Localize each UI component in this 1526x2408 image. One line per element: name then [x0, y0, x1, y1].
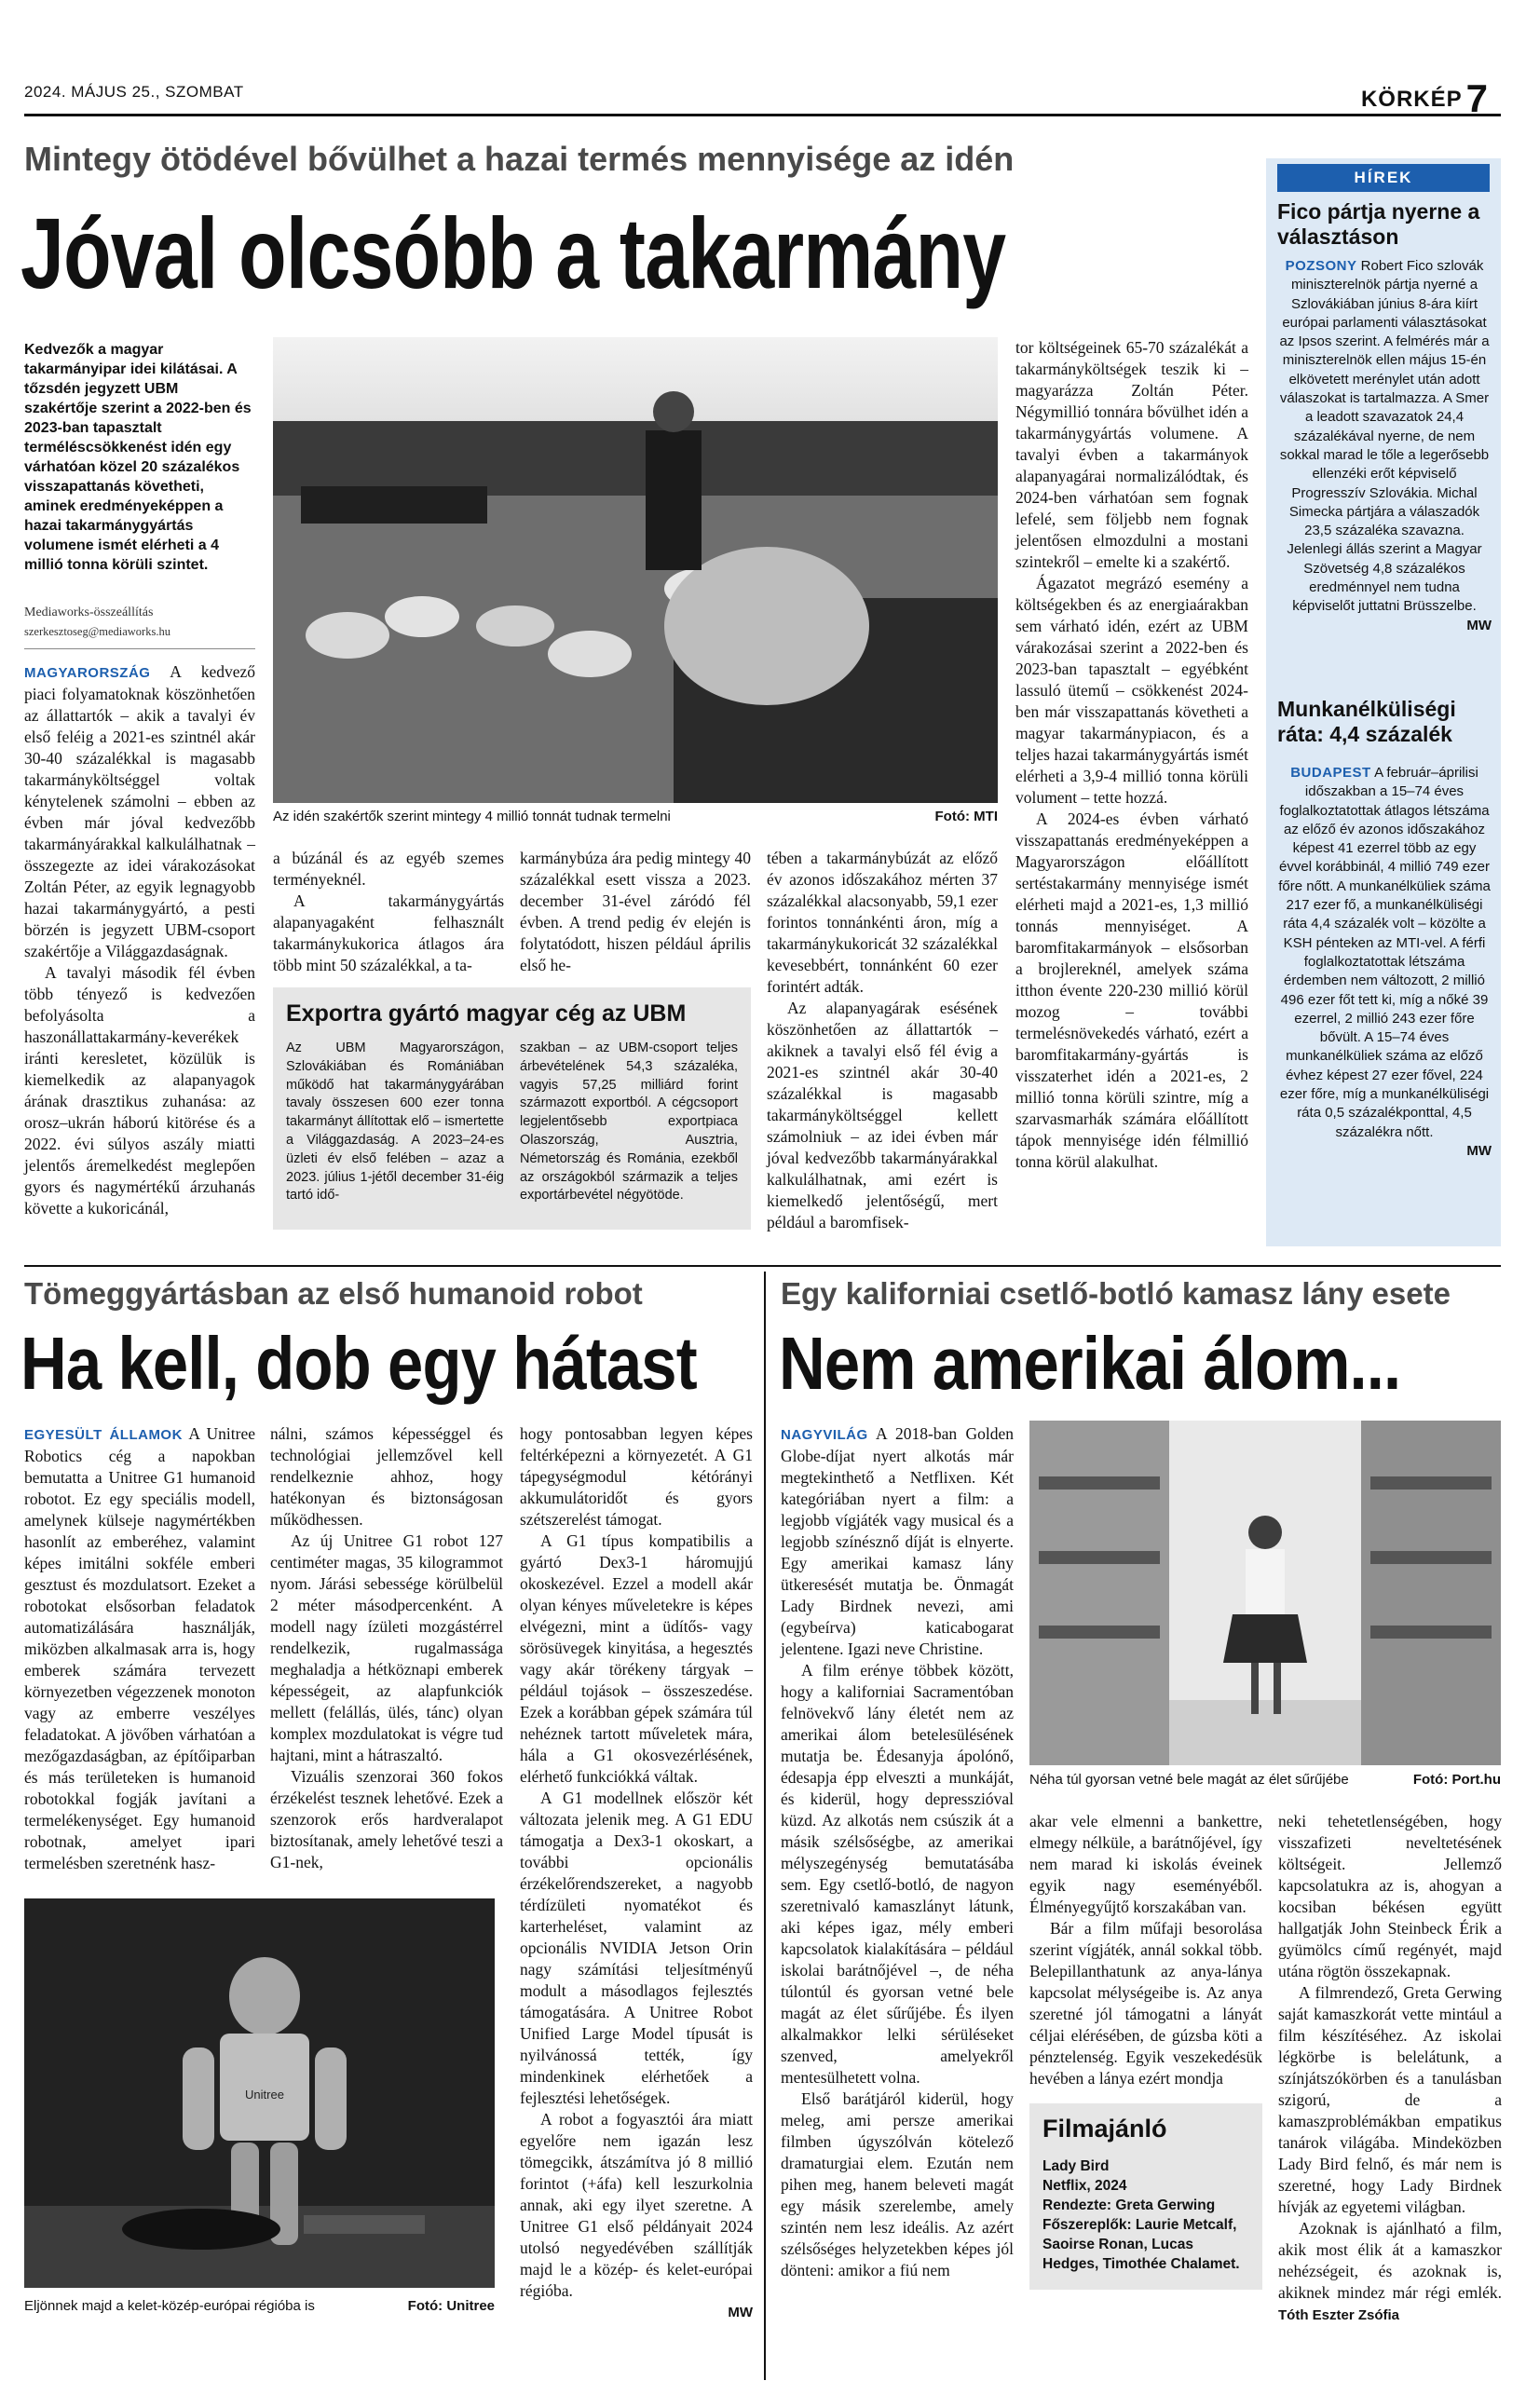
article2-col2 — [270, 1423, 503, 1873]
paragraph: hogy pontosabban legyen képes feltérképezni a környezetét. A G1 tápegységmodul kétórányi akkumulátoridőt és gyors szétszerelést támogat. — [520, 1424, 753, 1529]
article1-col2 — [273, 848, 504, 976]
robot-photo-illustration — [24, 1898, 495, 2288]
article1-photo-caption — [273, 809, 998, 824]
farm-photo-illustration — [273, 337, 998, 803]
article1-col1 — [24, 661, 255, 1219]
article3-sign: Tóth Eszter Zsófia — [1278, 2307, 1400, 2323]
article1-col5 — [1015, 337, 1248, 1173]
news-header: HÍREK — [1277, 164, 1490, 192]
page-number: 7 — [1465, 76, 1489, 120]
masthead-rule — [24, 80, 1501, 116]
news-item1-body — [1277, 257, 1492, 635]
photo-credit: Fotó: Unitree — [407, 2298, 495, 2314]
article1-kicker: Mintegy ötödével bővülhet a hazai termés mennyisége az idén — [24, 140, 1015, 178]
paragraph: nálni, számos képességgel és technológiai jellemzővel kell rendelkeznie ahhoz, hogy hatékonyan és biztonságosan működhessen. — [270, 1424, 503, 1529]
paragraph: A tavalyi második fél évben több tényező is kedvezően befolyásolta a haszonállattakarmány-keverékek iránti keresletet, közülük is kiemelkedik az alapanyagok árának drasztikus zuhanása: az orosz–ukrán háború kitörése és a 2022. évi súlyos aszály miatti jelentős áremelkedést meglepően gyors és nagymértékű árzuhanás követte a kukoricánál, — [24, 963, 255, 1218]
box-col1: Az UBM Magyarországon, Szlovákiában és Romániában működő hat takarmánygyárában tavaly összesen 600 ezer tonna takarmányt állítottak elő – ismertette a Világgazdaság. A 2023–24-es üzleti év első felében – azaz a 2023. július 1-jétől december 31-éig tartó idő- — [286, 1041, 504, 1204]
paragraph: A G1 típus kompatibilis a gyártó Dex3-1 háromujjú okoskezével. Ezzel a modell akár olyan kényes műveletekre is képes elvégezni, mint a üdítős- vagy sörösüvegek kinyitása, a hegesztés vagy akár törékeny tárgyak – például tojások – összeszedése. Ezek a korábban gépek számára túl nehéznek tartott műveletek mára, hála a G1 okosvezérlésének, elérhető funkciókká váltak. — [520, 1531, 753, 1786]
box-col2: szakban – az UBM-csoport teljes árbevételének 54,3 százaléka, vagyis 57,25 milliárd forint származott exportból. A cégcsoport legjelentősebb exportpiaca Olaszország, Ausztria, Németország és Románia, ezekből az országokból származik a teljes exportárbevétel négyötöde. — [520, 1041, 738, 1204]
article3-col3 — [1278, 1811, 1502, 2326]
paragraph: A takarmánygyártás alapanyagaként felhasznált takarmánykukorica átlagos ára több mint 50 százalékkal, a ta- — [273, 891, 504, 974]
dateline-place: NAGYVILÁG — [781, 1427, 868, 1443]
paragraph: neki tehetetlenségében, hogy visszafizeti neveltetésének költségeit. Jellemző kapcsolatukra az is, ahogyan a kocsiban békésen együtt hallgatják John Steinbeck Érik a gyümölcs című regényét, majd utána rögtön összekapnak. — [1278, 1812, 1502, 1980]
article2-sign: MW — [728, 2305, 753, 2320]
news-item2-text: A február–áprilisi időszakban a 15–74 éves foglalkoztatottak átlagos létszáma az előző év azonos időszakához képest 41 ezerrel több az egy évvel korábbinál, 4 millió 749 ezer főre nőtt. A munkanélküliek száma 217 ezer fő, a munkanélküliségi ráta 4,4 százalék volt – közölte a KSH pénteken az MTI-vel. A férfi foglalkoztatottak létszáma érdemben nem változott, 2 millió 496 ezer főt tett ki, míg a nőké 39 ezerrel, 2 millió 243 ezer főre bővült. A 15–74 éves munkanélküliek száma az előző évhez képest 27 ezer fővel, 224 ezer főre, míg a munkanélküliségi ráta 0,5 százalékponttal, 4,5 százalékra nőtt. — [1278, 765, 1491, 1140]
article2-photo-caption — [24, 2298, 495, 2314]
dateline-place: EGYESÜLT ÁLLAMOK — [24, 1427, 183, 1443]
article1-lead: Kedvezők a magyar takarmányipar idei kilátásai. A tőzsdén jegyzett UBM szakértője szerint a 2022-ben és 2023-ban tapasztalt terméléscsökkenést idén egy várhatóan közel 20 százalékos visszapattanás követheti, aminek eredményeképpen a hazai takarmánygyártás volumene ismét elérheti a 4 millió tonna körüli szintet. — [24, 342, 252, 573]
news-item2-place: BUDAPEST — [1290, 765, 1371, 781]
article3-photo — [1029, 1421, 1501, 1765]
film-box-title: Filmajánló — [1042, 2115, 1167, 2143]
paragraph: Bár a film műfaji besorolása szerint vígjáték, annál sokkal több. Belepillanthatunk az anya-lánya kapcsolat mélységeibe is. Az anya szeretné jól támogatni a lányát céljai elérésében, de gúzsba köti a pénztelenség. Egyik veszekedésük hevében a lánya ezért mondja — [1029, 1919, 1262, 2088]
box-title: Exportra gyártó magyar cég az UBM — [286, 1000, 687, 1027]
store-photo-illustration — [1029, 1421, 1501, 1765]
article1-photo — [273, 337, 998, 803]
news-item1-title: Fico pártja nyerne a választáson — [1277, 199, 1480, 249]
paragraph: A robot a fogyasztói ára miatt egyelőre nem igazán lesz tömegcikk, átszámítva jó 8 millió forintot (+áfa) kell leszurkolnia annak, aki egy ilyet szeretne. A Unitree G1 első példányait 2024 utolsó negyedévében szállítják majd le a közép- és kelet-európai régióba. — [520, 2110, 753, 2300]
paragraph: A Unitree Robotics cég a napokban bemutatta a Unitree G1 humanoid robotot. Ez egy speciális modell, amelynek külseje nagymértékben hasonlít az emberéhez, valamint képes imitálni sokféle emberi gesztust és mozdulatsort. Ezeket a robotokat elsősorban feladatok automatizálására használják, miközben alkalmasak arra is, hogy emberek számára tervezett környezetben végezzenek monoton vagy az emberre veszélyes feladatokat. A jövőben várhatóan a mezőgazdaságban, az építőiparban és más területeken is humanoid robotokkal fogják javítani a termelékenységet. Egy humanoid robotnak, amelyet ipari termelésben szeretnénk hasz- — [24, 1424, 255, 1872]
paragraph: Azoknak is ajánlható a film, akik most élik át a kamaszkor nehézségeit, és azoknak is, akiknek mindez már régi emlék. — [1278, 2219, 1502, 2302]
article2-col1 — [24, 1423, 255, 1874]
article1-byline — [24, 604, 255, 641]
paragraph: akar vele elmenni a bankettre, elmegy nélküle, a barátnőjével, így nem marad ki iskolás éveinek egyik nagy eseményéből. Élményegyűjtő korszakában van. — [1029, 1812, 1262, 1916]
paragraph: Vizuális szenzorai 360 fokos érzékelést tesznek lehetővé. Ezek a szenzorok erős hardveralapot biztosítanak, amely lehetővé teszi a G1-nek, — [270, 1767, 503, 1871]
news-item2-title: Munkanélküliségi ráta: 4,4 százalék — [1277, 697, 1456, 746]
section-divider — [24, 1265, 1501, 1267]
section-name: KÖRKÉP — [1360, 87, 1463, 112]
news-item2-sign: MW — [1466, 1142, 1492, 1159]
article1-col4 — [767, 848, 998, 1233]
article2-kicker: Tömeggyártásban az első humanoid robot — [24, 1276, 643, 1311]
film-director: Rendezte: Greta Gerwing — [1042, 2197, 1216, 2213]
caption-text: Néha túl gyorsan vetné bele magát az élet sűrűjébe — [1029, 1772, 1349, 1788]
film-recommendation-box — [1029, 2103, 1262, 2290]
paragraph: A kedvező piaci folyamatoknak köszönhetően az állattartók – akik a tavalyi év első feléig a 2021-es szintnél akár 30-40 százalékkal is magasabb takarmányköltséggel voltak kénytelenek számolni – ebben az évben már jóval kedvezőbb takarmányárakkal kalkulálhatnak – összegezte az idei várakozásokat Zoltán Péter, az egyik legnagyobb hazai takarmánygyártó, a pesti börzén is jegyzett UBM-csoport szakértője a Világgazdaságnak. — [24, 662, 255, 960]
news-item1-text: Robert Fico szlovák miniszterelnök pártja nyerné a Szlovákiában június 8-ára kiírt európai parlamenti választásokat az Ipsos szerint. A felmérés már a miniszterelnök ellen május 15-én elkövetett merénylet után adott válaszokat is tartalmazza. A Smer a leadott szavazatok 24,4 százalékával nyerne, de nem sokkal marad le tőle a legerősebb ellenzéki erőt képviselő Progresszív Szlovákia. Michal Simecka pártjára a válaszadók 23,5 százaléka szavazna. Jelenlegi állás szerint a Magyar Szövetség 4,8 százalékos eredménnyel nem tudna képviselőt juttatni Brüsszelbe. — [1279, 258, 1490, 615]
paragraph: A 2024-es évben várható visszapattanás eredményeképpen a Magyarországon előállított sertéstakarmány mennyisége ismét elérheti majd a 2021-es, 1,3 millió tonnás mennyiséget. A baromfitakarmányok – elsősorban a brojlereknél, amelyek száma itthon évente 220-230 millió körül mozog – további termelésnövekedés várható, ezért a baromfitakarmány-gyártás is visszaterhet idén a 2021-es, 2 millió tonna körüli szintre, míg a szarvasmarhák számára előállított tápok mennyisége idén félmillió tonna körül alakulhat. — [1015, 809, 1248, 1171]
paragraph: tében a takarmánybúzát az előző év azonos időszakához mérten 37 százalékkal alacsonyabb, 59,1 ezer forintos tonnánkénti áron, míg a takarmánykukoricát 32 százalékkal kevesebbért, tonnánként 60 ezer forintért adták. — [767, 849, 998, 996]
article3-col1 — [781, 1423, 1014, 2281]
photo-credit: Fotó: Port.hu — [1412, 1772, 1501, 1788]
paragraph: Az új Unitree G1 robot 127 centiméter magas, 35 kilogrammot nyom. Járási sebessége körülbelül 2 méter másodpercenként. A modell nagy ízületi mozgástérrel rendelkezik, rugalmassága meghaladja a hétköznapi emberek képességeit, az alapfunkciók mellett (felállás, ülés, tánc) olyan komplex mozdulatokat is végre tud hajtani, mint a hátraszaltó. — [270, 1531, 503, 1764]
byline-author: Mediaworks-összeállítás — [24, 605, 154, 619]
film-cast: Főszereplők: Laurie Metcalf, Saoirse Ronan, Lucas Hedges, Timothée Chalamet. — [1042, 2217, 1240, 2272]
article2-col3 — [520, 1423, 753, 2323]
news-item1-sign: MW — [1466, 617, 1492, 633]
issue-date: 2024. MÁJUS 25., SZOMBAT — [24, 83, 244, 101]
dateline-place: MAGYARORSZÁG — [24, 665, 151, 681]
section-label — [1361, 76, 1489, 121]
film-title: Lady Bird — [1042, 2158, 1110, 2174]
article3-photo-caption — [1029, 1772, 1501, 1788]
caption-text: Az idén szakértők szerint mintegy 4 millió tonnát tudnak termelni — [273, 809, 671, 824]
article1-col3 — [520, 848, 751, 976]
ubm-export-box — [273, 987, 751, 1230]
paragraph: A filmrendező, Greta Gerwing saját kamaszkorát vette mintául a film készítéséhez. Az iskolai légkörbe is belelátunk, a színjátszókörben és a tanulásban szigorú, de a kamaszproblémákban empatikus tanárok világába. Mindeközben Lady Bird felnő, és már nem is szeretné, hogy Lady Birdnek hívják az egyetemi világban. — [1278, 1983, 1502, 2216]
article3-kicker: Egy kaliforniai csetlő-botló kamasz lány esete — [781, 1276, 1451, 1311]
paragraph: Első barátjáról kiderül, hogy meleg, ami persze amerikai filmben úgyszólván kötelező dramaturgiai elem. Ezután nem pihen meg, hanem beleveti magát egy másik szerelembe, amely szintén nem lesz ideális. Az azért szélsőséges helyzetekben képes jól dönteni: amikor a fiú nem — [781, 2089, 1014, 2279]
paragraph: A G1 modellnek először két változata jelenik meg. A G1 EDU támogatja a Dex3-1 okoskart, a további opcionális érzékelőrendszereket, a nagyobb térdízületi nyomatékot és karterheléset, valamint az opcionális NVIDIA Jetson Orin nagy számítási teljesítményű modult a másodlagos fejlesztés támogatására. A Unitree Robot Unified Large Model típusát is nyilvánossá tették, így mindenkinek elérhetőek a fejlesztési lehetőségek. — [520, 1789, 753, 2107]
paragraph: tor költségeinek 65-70 százalékát a takarmányköltségek teszik ki – magyarázza Zoltán Péter. Négymillió tonnára bővülhet idén a takarmánygyártás volumene. A tavalyi évben a takarmányok alapanyagárai normalizálódtak, és 2024-ben várhatóan sem fognak lefelé, sem följebb nem fognak jelentősen elmozdulni a mostani szintekről – emelte ki a szakértő. — [1015, 338, 1248, 571]
photo-credit: Fotó: MTI — [934, 809, 998, 824]
caption-text: Eljönnek majd a kelet-közép-európai régióba is — [24, 2298, 315, 2314]
paragraph: karmánybúza ára pedig mintegy 40 százalékkal esett vissza a 2023. december 31-ével záródó fél évben. A trend pedig év elején is folytatódott, hiszen például április első he- — [520, 849, 751, 974]
article3-col2 — [1029, 1811, 1262, 2089]
paragraph: a búzánál és az egyéb szemes terményeknél. — [273, 849, 504, 889]
article2-photo — [24, 1898, 495, 2288]
paragraph: Az alapanyagárak esésének köszönhetően az állattartók – akiknek a tavalyi első fél évig a 2021-es szintnél akár 30-40 százalékkal is magasabb takarmányköltséggel kellett számolniuk – az idei évben már jóval kedvezőbb takarmányárakkal kalkulálhatnak, ami ezért is kiemelkedő jelentőségű, mert például a baromfisek- — [767, 999, 998, 1231]
paragraph: A film erénye többek között, hogy a kaliforniai Sacramentóban felnövekvő lány életét nem az amerikai álom betelesülésének mutatja be. Édesanyja ápolónő, édesapja épp elveszti a munkáját, és kiderül, hogy depresszióval küzd. Az alkotás nem csúszik át a másik szélsőségbe, az amerikai mélyszegénység bemutatásába sem. Egy csetlő-botló, de nagyon szeretnivaló kamaszlányt látunk, aki képes igaz, mély emberi kapcsolatok kialakítására – például iskolai barátnőjével –, de néha túlontúl és gyorsan vetné bele magát az élet sűrűjébe. És ilyen alkalmakkor lelki sérüléseket szenved, amelyekről mentesülhetett volna. — [781, 1661, 1014, 2087]
paragraph: A 2018-ban Golden Globe-díjat nyert alkotás már megtekinthető a Netflixen. Két kategóriában nyert a film: a legjobb vígjáték vagy musical és a legjobb színésznő díját is elnyerte. Egy amerikai kamasz lány ütkeresését mutatja be. Önmagát Lady Birdnek nevezi, ami (egybeírva) katicabogarat jelentene. Igazi neve Christine. — [781, 1424, 1014, 1658]
article3-headline: Nem amerikai álom... — [779, 1322, 1401, 1405]
lead-divider — [24, 648, 255, 649]
robot-chest-label: Unitree — [245, 2088, 284, 2102]
byline-email: szerkesztoseg@mediaworks.hu — [24, 625, 170, 638]
film-platform: Netflix, 2024 — [1042, 2178, 1127, 2194]
column-divider — [764, 1272, 766, 2380]
news-sidebar — [1266, 158, 1501, 1246]
news-item1-place: POZSONY — [1285, 258, 1357, 274]
article1-headline: Jóval olcsóbb a takarmány — [20, 197, 1006, 309]
paragraph: Ágazatot megrázó esemény a költségekben és az energiaárakban sem várható idén, ezért az UBM várakozásai szerint a 2022-ben és 2023-ban tapasztalt – egyébként lassuló ütemű – csökkenést 2024-ben már visszapattanás követheti a magyar takarmánypiacon, és a teljes hazai takarmánygyártás ismét elérheti a 3,9-4 millió tonna körüli volument – tette hozzá. — [1015, 574, 1248, 807]
news-item2-body — [1277, 764, 1492, 1161]
article2-headline: Ha kell, dob egy hátast — [20, 1322, 697, 1405]
